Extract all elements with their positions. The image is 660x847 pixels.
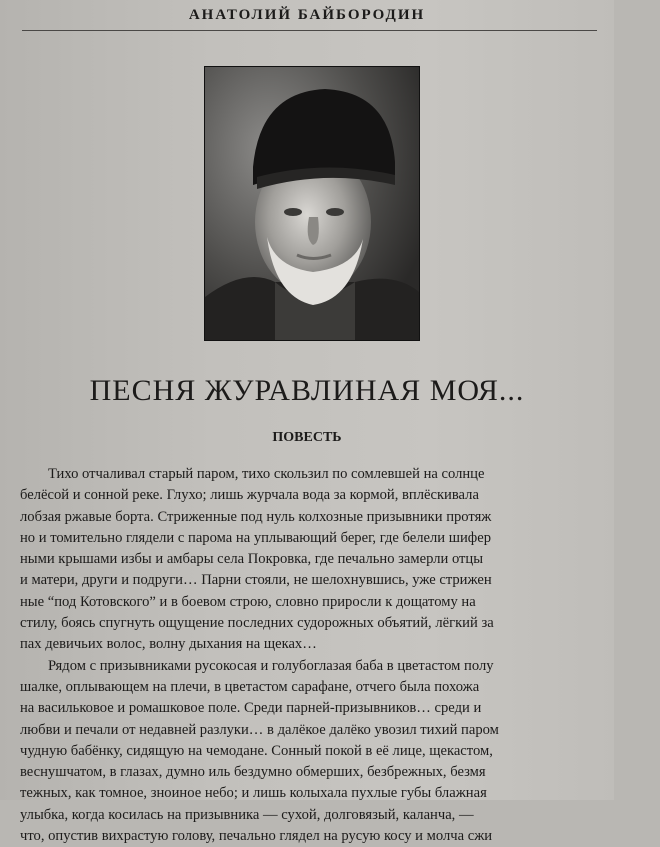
text-line: и матери, други и подруги… Парни стояли, не шелохнувшись, уже стрижен (20, 572, 492, 589)
text-line: белёсой и сонной реке. Глухо; лишь журчала вода за кормой, вплёскивала (20, 487, 479, 504)
text-line: тежных, как томное, зноиное небо; и лишь колыхала пухлые губы блажная (20, 785, 487, 802)
story-text (20, 464, 660, 847)
text-line: стилу, боясь спугнуть ощущение последних судорожных объятий, лёгкий за (20, 615, 494, 632)
text-line: на васильковое и ромашковое поле. Среди парней-призывников… среди и (20, 700, 482, 717)
text-line: ные “под Котовского” и в боевом строю, словно приросли к дощатому на (20, 593, 476, 610)
text-line: чудную бабёнку, сидящую на чемодане. Сонный покой в её лице, щекастом, (20, 742, 493, 759)
text-line: что, опустив вихрастую голову, печально глядел на русую косу и молча сжи (20, 828, 493, 845)
text-line: шалке, оплывающем на плечи, в цветастом сарафане, отчего была похожа (20, 678, 480, 695)
text-line: Тихо отчаливал старый паром, тихо скользил по сомлевшей на солнце (48, 466, 485, 482)
author-name: АНАТОЛИЙ БАЙБОРОДИН (188, 7, 426, 23)
author-photo (204, 66, 420, 341)
text-line: но и томительно глядели с парома на уплывающий берег, где белели шифер (20, 529, 492, 546)
header-rule (22, 30, 597, 31)
story-title: ПЕСНЯ ЖУРАВЛИНАЯ МОЯ... (89, 374, 525, 407)
text-line: улыбка, когда косилась на призывника — сухой, долговязый, каланча, — (20, 806, 474, 823)
text-line: пах девичьих волос, волну дыхания на щеках… (20, 636, 317, 653)
text-line: Рядом с призывниками русокосая и голубоглазая баба в цветастом полу (48, 657, 494, 674)
genre-label: ПОВЕСТЬ (272, 430, 342, 445)
text-line: ными крышами избы и амбары села Покровка, где печально замерли отцы (20, 551, 484, 568)
author-photo-image (205, 67, 419, 340)
text-line: веснушчатом, в глазах, думно иль бездумно обмерших, безбрежных, безмя (20, 764, 486, 781)
text-line: лобзая ржавые борта. Стриженные под нуль колхозные призывники протяж (20, 508, 492, 525)
text-line: любви и печали от недавней разлуки… в далёкое далёко увозил тихий паром (20, 721, 499, 738)
